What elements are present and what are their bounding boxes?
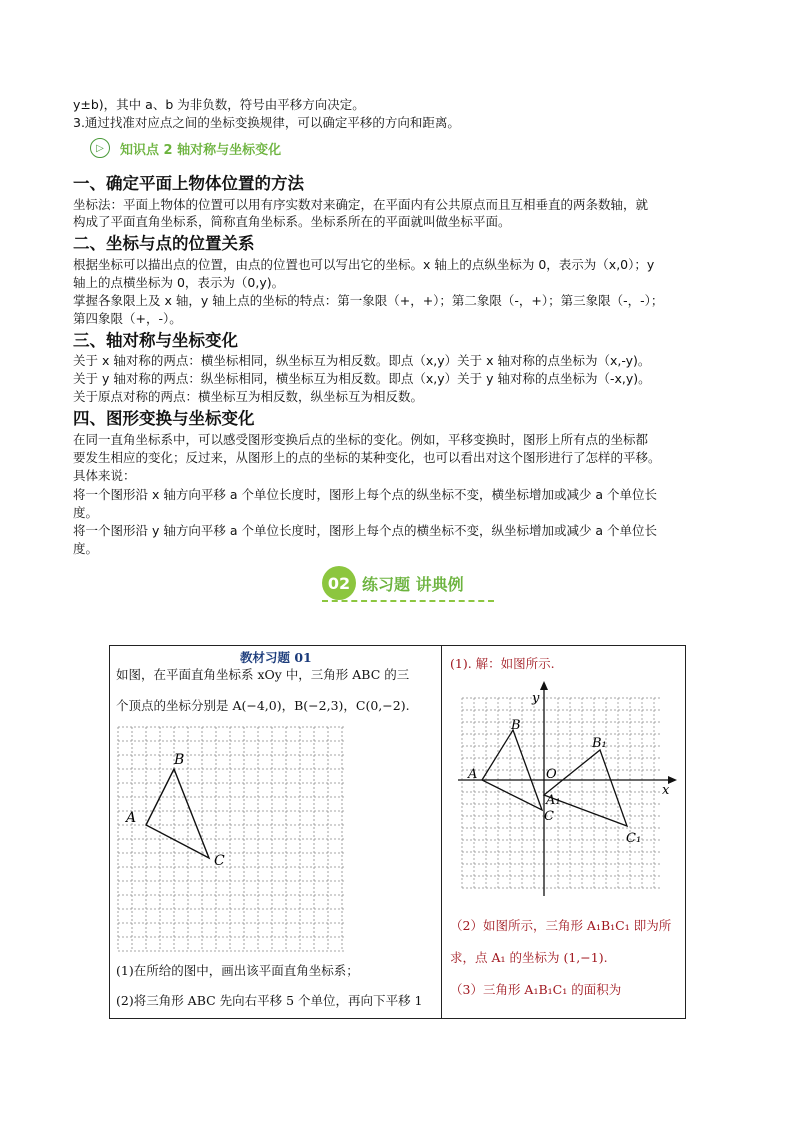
y-axis-label: y bbox=[532, 691, 540, 706]
section-4-line-1: 在同一直角坐标系中，可以感受图形变换后点的坐标的变化。例如，平移变换时，图形上所有点的坐标都 bbox=[73, 432, 649, 447]
label-c: C bbox=[214, 853, 225, 869]
practice-header-underline bbox=[322, 600, 494, 602]
section-3-line-2: 关于 y 轴对称的两点：纵坐标相同，横坐标互为相反数。即点（x,y）关于 y 轴对称的点坐标为（-x,y)。 bbox=[73, 371, 651, 386]
section-heading-3: 三、轴对称与坐标变化 bbox=[73, 331, 238, 350]
section-1-line-1: 坐标法：平面上物体的位置可以用有序实数对来确定，在平面内有公共原点而且互相垂直的两条数轴，就 bbox=[73, 197, 649, 212]
y-axis-arrow-icon bbox=[540, 681, 548, 690]
section-3-line-3: 关于原点对称的两点：横坐标互为相反数，纵坐标互为相反数。 bbox=[73, 389, 424, 404]
knowledge-point-title: 知识点 2 轴对称与坐标变化 bbox=[120, 142, 282, 158]
section-4-line-4: 将一个图形沿 x 轴方向平移 a 个单位长度时，图形上每个点的纵坐标不变，横坐标增加或减少 a 个单位长 bbox=[73, 487, 658, 502]
left-grid bbox=[118, 727, 344, 951]
x-axis-label: x bbox=[662, 783, 670, 798]
practice-section-header bbox=[322, 565, 464, 601]
exercise-title: 教材习题 01 bbox=[240, 650, 312, 665]
label-b: B bbox=[511, 718, 521, 733]
section-heading-2: 二、坐标与点的位置关系 bbox=[73, 234, 255, 253]
label-c: C bbox=[544, 809, 554, 824]
label-a: A bbox=[468, 767, 478, 782]
label-b1: B₁ bbox=[592, 736, 607, 751]
intro-line-1: y±b)，其中 a、b 为非负数，符号由平移方向决定。 bbox=[73, 97, 365, 112]
intro-line-2: 3.通过找准对应点之间的坐标变换规律，可以确定平移的方向和距离。 bbox=[73, 115, 460, 130]
section-heading-4: 四、图形变换与坐标变化 bbox=[73, 409, 255, 428]
question-2: (2)将三角形 ABC 先向右平移 5 个单位，再向下平移 1 bbox=[116, 993, 423, 1008]
section-4-line-3: 具体来说： bbox=[73, 468, 136, 483]
label-c1: C₁ bbox=[626, 831, 642, 846]
label-o: O bbox=[546, 767, 557, 782]
problem-line-1: 如图，在平面直角坐标系 xOy 中，三角形 ABC 的三 bbox=[116, 667, 410, 682]
section-4-line-2: 要发生相应的变化；反过来，从图形上的点的坐标的某种变化，也可以看出对这个图形进行了怎样的平移。 bbox=[73, 450, 661, 465]
triangle-a1b1c1 bbox=[544, 750, 627, 826]
label-a1: A₁ bbox=[546, 793, 561, 808]
question-1: (1)在所给的图中，画出该平面直角坐标系； bbox=[116, 963, 359, 978]
left-grid-figure bbox=[117, 726, 349, 956]
label-a: A bbox=[126, 810, 137, 826]
answer-3: 求，点 A₁ 的坐标为 (1,−1). bbox=[450, 950, 608, 965]
section-heading-1: 一、确定平面上物体位置的方法 bbox=[73, 174, 304, 193]
x-axis-arrow-icon bbox=[668, 776, 677, 784]
section-1-line-2: 构成了平面直角坐标系，简称直角坐标系。坐标系所在的平面就叫做坐标平面。 bbox=[73, 214, 511, 229]
section-4-line-5: 度。 bbox=[73, 505, 99, 520]
knowledge-point-banner bbox=[90, 138, 281, 158]
label-b: B bbox=[174, 752, 185, 768]
exercise-divider bbox=[441, 645, 442, 1018]
section-4-line-7: 度。 bbox=[73, 541, 99, 556]
section-number-badge: 02 bbox=[322, 566, 356, 600]
section-3-line-1: 关于 x 轴对称的两点：横坐标相同，纵坐标互为相反数。即点（x,y）关于 x 轴对称的点坐标为（x,-y)。 bbox=[73, 353, 651, 368]
play-circle-icon: ▷ bbox=[90, 138, 110, 158]
section-4-line-6: 将一个图形沿 y 轴方向平移 a 个单位长度时，图形上每个点的横坐标不变，纵坐标增加或减少 a 个单位长 bbox=[73, 523, 658, 538]
answer-4: （3）三角形 A₁B₁C₁ 的面积为 bbox=[450, 982, 622, 997]
triangle-abc bbox=[146, 769, 209, 858]
answer-2: （2）如图所示，三角形 A₁B₁C₁ 即为所 bbox=[450, 918, 672, 933]
right-grid bbox=[462, 698, 662, 888]
right-grid-figure bbox=[452, 680, 680, 905]
section-2-line-3: 掌握各象限上及 x 轴，y 轴上点的坐标的特点：第一象限（+，+）；第二象限（-，+）；第三象限（-，-）； bbox=[73, 293, 664, 308]
answer-1: (1). 解：如图所示. bbox=[450, 656, 555, 671]
section-2-line-1: 根据坐标可以描出点的位置，由点的位置也可以写出它的坐标。x 轴上的点纵坐标为 0，表示为（x,0）；y bbox=[73, 257, 655, 272]
section-2-line-2: 轴上的点横坐标为 0，表示为（0,y)。 bbox=[73, 275, 285, 290]
section-2-line-4: 第四象限（+，-）。 bbox=[73, 311, 182, 326]
problem-line-2: 个顶点的坐标分别是 A(−4,0)，B(−2,3)，C(0,−2). bbox=[116, 698, 410, 713]
practice-section-title: 练习题 讲典例 bbox=[362, 574, 464, 594]
